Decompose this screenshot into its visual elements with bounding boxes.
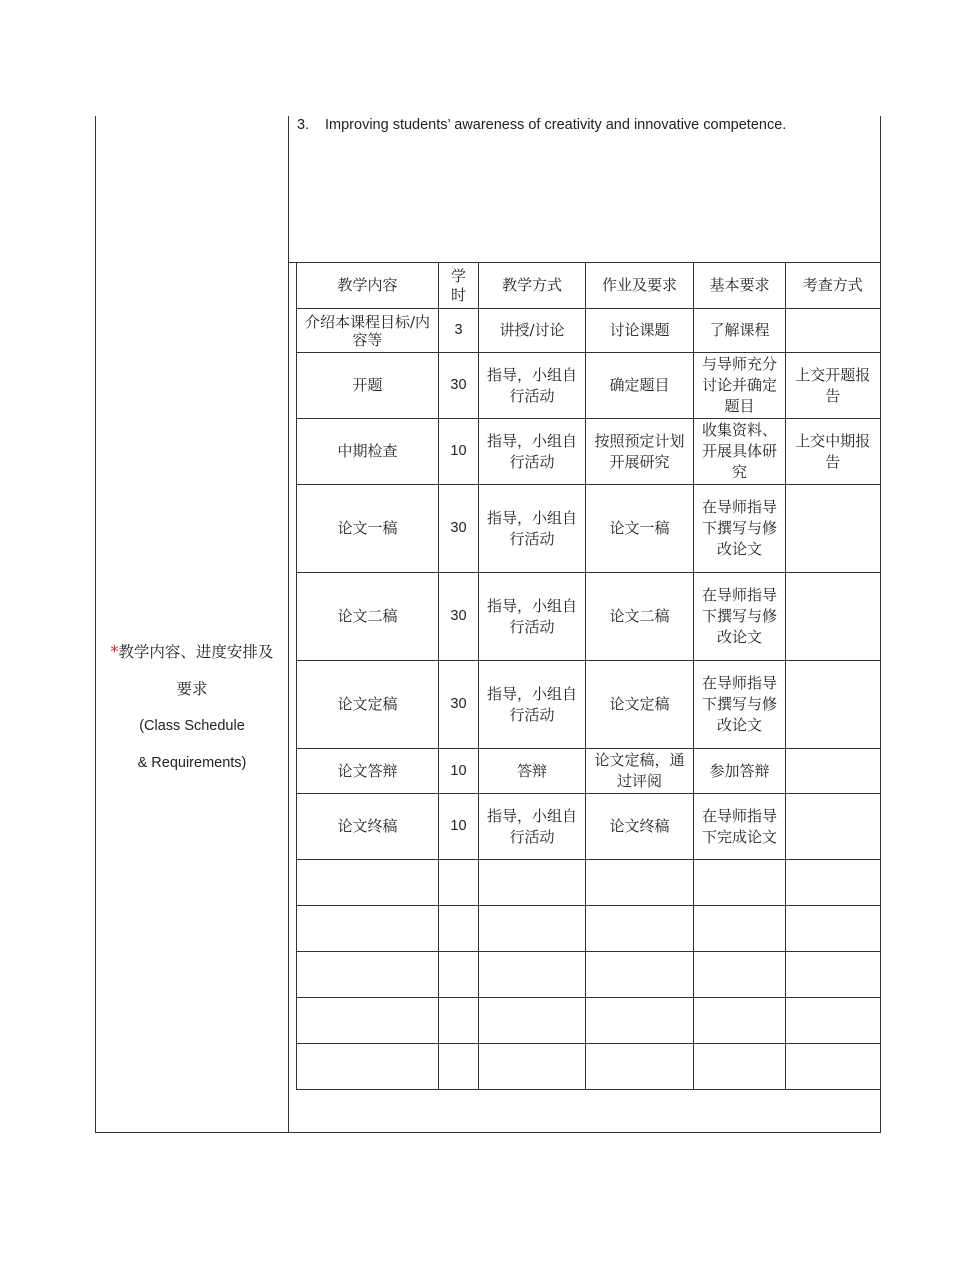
table-row bbox=[297, 485, 880, 573]
cell-assessment bbox=[786, 661, 880, 749]
frame-bottom-border bbox=[95, 1132, 881, 1133]
cell-content: 论文答辩 bbox=[297, 749, 439, 794]
cell-basic-requirement: 在导师指导下撰写与修改论文 bbox=[694, 485, 786, 573]
cell-hours: 30 bbox=[439, 485, 479, 573]
empty-cell bbox=[479, 860, 586, 906]
cell-hours: 30 bbox=[439, 661, 479, 749]
section-label-zh-line1: *教学内容、进度安排及 bbox=[110, 643, 274, 661]
cell-assessment: 上交中期报告 bbox=[786, 419, 880, 485]
cell-method: 讲授/讨论 bbox=[479, 309, 586, 353]
cell-content: 论文终稿 bbox=[297, 794, 439, 860]
required-star: * bbox=[110, 643, 119, 661]
section-label-class-schedule bbox=[96, 634, 288, 782]
section-label-en-line1: (Class Schedule bbox=[139, 718, 245, 734]
table-row-empty bbox=[297, 998, 880, 1044]
empty-cell bbox=[297, 906, 439, 952]
table-row-empty bbox=[297, 1044, 880, 1090]
cell-homework: 按照预定计划开展研究 bbox=[586, 419, 694, 485]
table-header-row bbox=[297, 263, 880, 309]
section-label-en-line2: & Requirements) bbox=[137, 755, 247, 771]
cell-hours: 30 bbox=[439, 353, 479, 419]
empty-cell bbox=[786, 998, 880, 1044]
goal-item-number: 3. bbox=[297, 117, 310, 133]
empty-cell bbox=[694, 860, 786, 906]
empty-cell bbox=[694, 998, 786, 1044]
table-row bbox=[297, 749, 880, 794]
cell-content: 中期检查 bbox=[297, 419, 439, 485]
cell-method: 指导，小组自行活动 bbox=[479, 353, 586, 419]
section-label-zh-line2: 要求 bbox=[176, 680, 208, 698]
cell-homework: 论文定稿 bbox=[586, 661, 694, 749]
cell-basic-requirement: 与导师充分讨论并确定题目 bbox=[694, 353, 786, 419]
cell-assessment bbox=[786, 573, 880, 661]
empty-cell bbox=[694, 1044, 786, 1090]
cell-content: 论文二稿 bbox=[297, 573, 439, 661]
table-row bbox=[297, 573, 880, 661]
empty-cell bbox=[586, 952, 694, 998]
cell-homework: 论文一稿 bbox=[586, 485, 694, 573]
empty-cell bbox=[479, 998, 586, 1044]
empty-cell bbox=[786, 1044, 880, 1090]
header-hours: 学 时 bbox=[439, 263, 479, 309]
header-content: 教学内容 bbox=[297, 263, 439, 309]
class-schedule-table bbox=[296, 262, 880, 1090]
cell-content: 介绍本课程目标/内容等 bbox=[297, 309, 439, 353]
cell-homework: 确定题目 bbox=[586, 353, 694, 419]
cell-hours: 10 bbox=[439, 749, 479, 794]
course-goal-item-3 bbox=[297, 117, 786, 133]
table-row bbox=[297, 794, 880, 860]
cell-hours: 30 bbox=[439, 573, 479, 661]
table-row-empty bbox=[297, 860, 880, 906]
empty-cell bbox=[297, 952, 439, 998]
empty-cell bbox=[439, 906, 479, 952]
cell-method: 指导，小组自行活动 bbox=[479, 419, 586, 485]
cell-content: 论文定稿 bbox=[297, 661, 439, 749]
table-row bbox=[297, 309, 880, 353]
empty-cell bbox=[297, 998, 439, 1044]
empty-cell bbox=[786, 860, 880, 906]
empty-cell bbox=[439, 1044, 479, 1090]
empty-cell bbox=[479, 906, 586, 952]
cell-hours: 3 bbox=[439, 309, 479, 353]
cell-basic-requirement: 了解课程 bbox=[694, 309, 786, 353]
cell-assessment bbox=[786, 749, 880, 794]
cell-assessment: 上交开题报告 bbox=[786, 353, 880, 419]
cell-content: 开题 bbox=[297, 353, 439, 419]
empty-cell bbox=[586, 906, 694, 952]
cell-assessment bbox=[786, 485, 880, 573]
cell-homework: 讨论课题 bbox=[586, 309, 694, 353]
cell-method: 答辩 bbox=[479, 749, 586, 794]
header-homework: 作业及要求 bbox=[586, 263, 694, 309]
cell-basic-requirement: 收集资料、开展具体研究 bbox=[694, 419, 786, 485]
cell-basic-requirement: 在导师指导下完成论文 bbox=[694, 794, 786, 860]
cell-method: 指导，小组自行活动 bbox=[479, 485, 586, 573]
table-row bbox=[297, 661, 880, 749]
frame-left-border bbox=[95, 116, 96, 1133]
empty-cell bbox=[479, 952, 586, 998]
header-method: 教学方式 bbox=[479, 263, 586, 309]
frame-divider bbox=[288, 116, 289, 1133]
empty-cell bbox=[586, 1044, 694, 1090]
empty-cell bbox=[439, 860, 479, 906]
table-row bbox=[297, 419, 880, 485]
header-basic-requirement: 基本要求 bbox=[694, 263, 786, 309]
empty-cell bbox=[439, 998, 479, 1044]
cell-homework: 论文定稿，通过评阅 bbox=[586, 749, 694, 794]
empty-cell bbox=[479, 1044, 586, 1090]
cell-hours: 10 bbox=[439, 794, 479, 860]
empty-cell bbox=[786, 952, 880, 998]
cell-homework: 论文终稿 bbox=[586, 794, 694, 860]
cell-basic-requirement: 参加答辩 bbox=[694, 749, 786, 794]
empty-cell bbox=[694, 952, 786, 998]
cell-assessment bbox=[786, 309, 880, 353]
cell-homework: 论文二稿 bbox=[586, 573, 694, 661]
cell-method: 指导，小组自行活动 bbox=[479, 794, 586, 860]
cell-method: 指导，小组自行活动 bbox=[479, 661, 586, 749]
empty-cell bbox=[297, 1044, 439, 1090]
table-row-empty bbox=[297, 906, 880, 952]
empty-cell bbox=[694, 906, 786, 952]
frame-right-border bbox=[880, 116, 881, 1133]
goal-item-text: Improving students’ awareness of creativity and innovative competence. bbox=[325, 117, 787, 133]
header-assessment: 考查方式 bbox=[786, 263, 880, 309]
table-row-empty bbox=[297, 952, 880, 998]
table-row bbox=[297, 353, 880, 419]
empty-cell bbox=[586, 998, 694, 1044]
cell-content: 论文一稿 bbox=[297, 485, 439, 573]
cell-hours: 10 bbox=[439, 419, 479, 485]
cell-basic-requirement: 在导师指导下撰写与修改论文 bbox=[694, 573, 786, 661]
empty-cell bbox=[439, 952, 479, 998]
cell-method: 指导，小组自行活动 bbox=[479, 573, 586, 661]
empty-cell bbox=[297, 860, 439, 906]
cell-basic-requirement: 在导师指导下撰写与修改论文 bbox=[694, 661, 786, 749]
cell-assessment bbox=[786, 794, 880, 860]
empty-cell bbox=[786, 906, 880, 952]
empty-cell bbox=[586, 860, 694, 906]
